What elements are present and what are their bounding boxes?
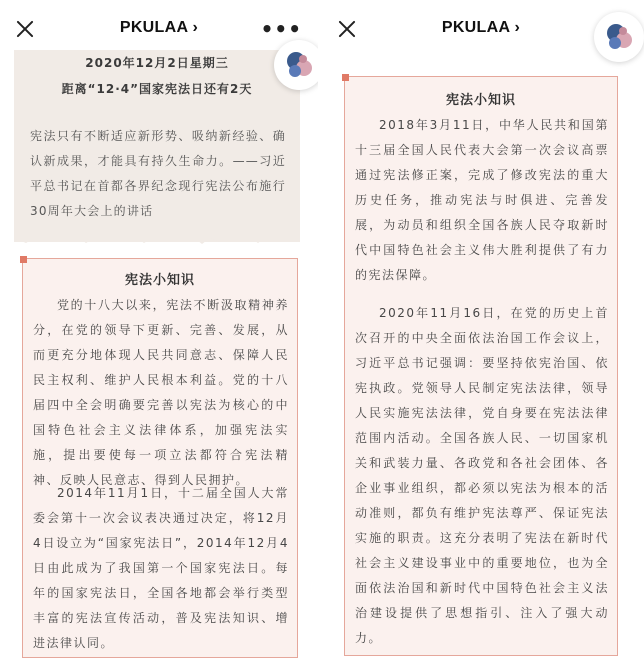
knowledge-title: 宪法小知识: [124, 273, 195, 288]
floating-window-button[interactable]: [594, 12, 644, 62]
countdown-line: 距离“12·4”国家宪法日还有2天: [61, 82, 253, 96]
corner-mark: [342, 74, 349, 81]
account-title[interactable]: [322, 19, 640, 37]
knowledge-paragraph-1: 党的十八大以来，宪法不断汲取精神养分，在党的领导下更新、完善、发展，从而更充分地体现人民共同意志、保障人民民主权利、维护人民根本利益。党的十八届四中全会明确要完善以宪法为核心的中国特色社会主义法律体系，加强宪法实施，提出要使每一项立法都符合宪法精神、反映人民意志、得到人民拥护。: [33, 298, 289, 487]
corner-mark: [20, 256, 27, 263]
floating-window-icon: [594, 12, 644, 62]
torn-paper-edge: [14, 230, 300, 248]
account-name: PKULAA: [119, 19, 188, 36]
account-name: PKULAA: [441, 19, 510, 36]
chevron-right-icon: ›: [192, 19, 199, 36]
right-article-panel: [322, 0, 640, 645]
quote-text: 宪法只有不断适应新形势、吸纳新经验、确认新成果，才能具有持久生命力。——习近平总书记在首都各界纪念现行宪法公布施行30周年大会上的讲话: [30, 129, 286, 218]
floating-window-icon: [274, 40, 324, 90]
date-line: 2020年12月2日星期三: [85, 56, 229, 70]
knowledge-box: [22, 258, 298, 658]
knowledge-paragraph-2: 2020年11月16日，在党的历史上首次召开的中央全面依法治国工作会议上，习近平总书记强调：要坚持依宪治国、依宪执政。党领导人民制定宪法法律，领导人民实施宪法法律，党自身要在宪法法律范围内活动。全国各族人民、一切国家机关和武装力量、各政党和各社会团体、各企业事业组织，都必须以宪法为根本的活动准则，都负有维护宪法尊严、保证宪法实施的职责。这充分表明了宪法在新时代社会主义建设事业中的重要地位，也为全面依法治国和新时代中国特色社会主义法治建设提供了思想指引、注入了强大动力。: [355, 306, 609, 645]
knowledge-box: [344, 76, 618, 656]
chevron-right-icon: ›: [514, 19, 521, 36]
knowledge-paragraph-1: 2018年3月11日，中华人民共和国第十三届全国人民代表大会第一次会议高票通过宪法修正案，完成了修改宪法的重大历史任务，推动宪法与时俱进、完善发展，为动员和组织全国各族人民夺取新时代中国特色社会主义伟大胜利提供了有力的宪法保障。: [355, 118, 609, 282]
floating-window-button[interactable]: [274, 40, 324, 90]
knowledge-paragraph-2: 2014年11月1日，十二届全国人大常委会第十一次会议表决通过决定，将12月4日设立为“国家宪法日”，2014年12月4日由此成为了我国第一个国家宪法日。每年的国家宪法日，全国各地都会举行类型丰富的宪法宣传活动，普及宪法知识、增进法律认同。: [33, 486, 289, 650]
more-options-icon[interactable]: •••: [260, 17, 302, 41]
knowledge-title: 宪法小知识: [445, 93, 516, 108]
top-nav-bar: [322, 0, 640, 58]
left-article-panel: [0, 0, 318, 650]
